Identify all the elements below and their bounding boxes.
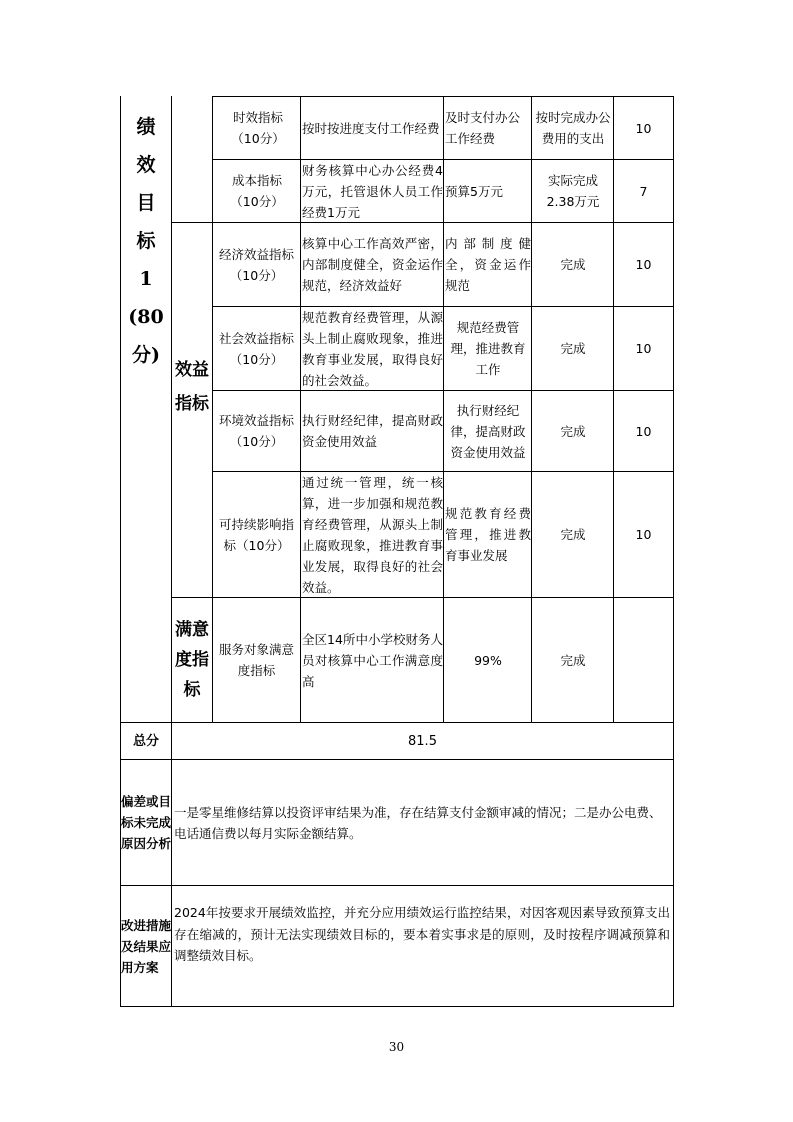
indicator-cell: 可持续影响指标（10分） bbox=[218, 516, 294, 553]
improvement-text: 2024年按要求开展绩效监控，并充分应用绩效运行监控结果，对因客观因素导致预算支出存在缩减的，预计无法实现绩效目标的，要本着实事求是的原则，及时按程序调减预算和调整绩效目标。 bbox=[174, 905, 670, 963]
score-cell bbox=[614, 598, 673, 722]
actual-cell: 规范教育经费管理，推进教育事业发展 bbox=[445, 506, 531, 563]
actual-cell: 内部制度健全，资金运作规范 bbox=[445, 236, 531, 293]
completion-cell: 实际完成2.38万元 bbox=[546, 173, 600, 209]
target-cell: 核算中心工作高效严密，内部制度健全，资金运作规范，经济效益好 bbox=[302, 236, 443, 293]
actual-cell: 规范经费管理，推进教育工作 bbox=[450, 320, 526, 377]
deviation-text: 一是零星维修结算以投资评审结果为准，存在结算支付金额审减的情况；二是办公电费、电话通信费以每月实际金额结算。 bbox=[174, 804, 662, 841]
completion-cell: 完成 bbox=[560, 257, 586, 272]
total-value: 81.5 bbox=[408, 733, 437, 749]
goal-label-char: (80 bbox=[128, 306, 164, 328]
goal-label bbox=[121, 97, 171, 385]
goal-label-char: 效 bbox=[136, 154, 156, 176]
completion-cell: 完成 bbox=[560, 527, 586, 542]
score-cell: 10 bbox=[635, 423, 652, 439]
goal-label-char: 绩 bbox=[136, 116, 156, 138]
improvement-label: 改进措施及结果应用方案 bbox=[121, 917, 172, 975]
completion-cell: 完成 bbox=[560, 423, 586, 439]
actual-cell: 预算5万元 bbox=[445, 183, 503, 199]
target-cell: 通过统一管理，统一核算，进一步加强和规范教育经费管理，从源头上制止腐败现象，推进教育事业发展，取得良好的社会效益。 bbox=[302, 474, 443, 595]
rule bbox=[300, 96, 301, 722]
target-cell: 按时按进度支付工作经费 bbox=[302, 120, 440, 136]
goal-label-char: 1 bbox=[139, 268, 153, 290]
indicator-cell: 社会效益指标（10分） bbox=[218, 330, 294, 367]
score-cell: 10 bbox=[635, 257, 652, 272]
target-cell: 规范教育经费管理，从源头上制止腐败现象，推进教育事业发展，取得良好的社会效益。 bbox=[302, 309, 443, 388]
rule bbox=[120, 1006, 673, 1007]
actual-cell: 及时支付办公工作经费 bbox=[445, 110, 521, 146]
indicator-cell: 服务对象满意度指标 bbox=[218, 642, 294, 678]
completion-cell: 完成 bbox=[560, 341, 586, 356]
total-label: 总分 bbox=[132, 733, 159, 749]
completion-cell: 完成 bbox=[560, 652, 586, 668]
deviation-label: 偏差或目标未完成原因分析 bbox=[121, 794, 172, 851]
indicator-cell: 时效指标（10分） bbox=[231, 110, 285, 146]
satisfaction-category: 满意度指标 bbox=[175, 620, 209, 700]
indicator-cell: 成本指标（10分） bbox=[230, 173, 284, 209]
score-cell: 10 bbox=[635, 120, 652, 136]
page-number: 30 bbox=[388, 1040, 405, 1054]
indicator-cell: 环境效益指标（10分） bbox=[218, 413, 294, 449]
score-cell: 10 bbox=[635, 341, 652, 356]
goal-label-char: 标 bbox=[136, 230, 156, 252]
goal-label-char: 分) bbox=[132, 344, 160, 366]
actual-cell: 执行财经纪律，提高财政资金使用效益 bbox=[450, 402, 526, 460]
actual-cell: 99% bbox=[474, 652, 502, 668]
target-cell: 全区14所中小学校财务人员对核算中心工作满意度高 bbox=[302, 631, 443, 689]
benefit-category: 效益指标 bbox=[175, 360, 209, 414]
rule bbox=[443, 96, 444, 722]
target-cell: 执行财经纪律，提高财政资金使用效益 bbox=[302, 413, 443, 449]
completion-cell: 按时完成办公费用的支出 bbox=[535, 110, 611, 146]
goal-label-char: 目 bbox=[136, 192, 156, 214]
score-cell: 7 bbox=[639, 183, 648, 199]
indicator-cell: 经济效益指标（10分） bbox=[218, 246, 294, 283]
rule bbox=[673, 96, 674, 1007]
rule bbox=[531, 96, 532, 722]
score-cell: 10 bbox=[635, 527, 652, 542]
target-cell: 财务核算中心办公经费4万元，托管退休人员工作经费1万元 bbox=[302, 162, 443, 220]
